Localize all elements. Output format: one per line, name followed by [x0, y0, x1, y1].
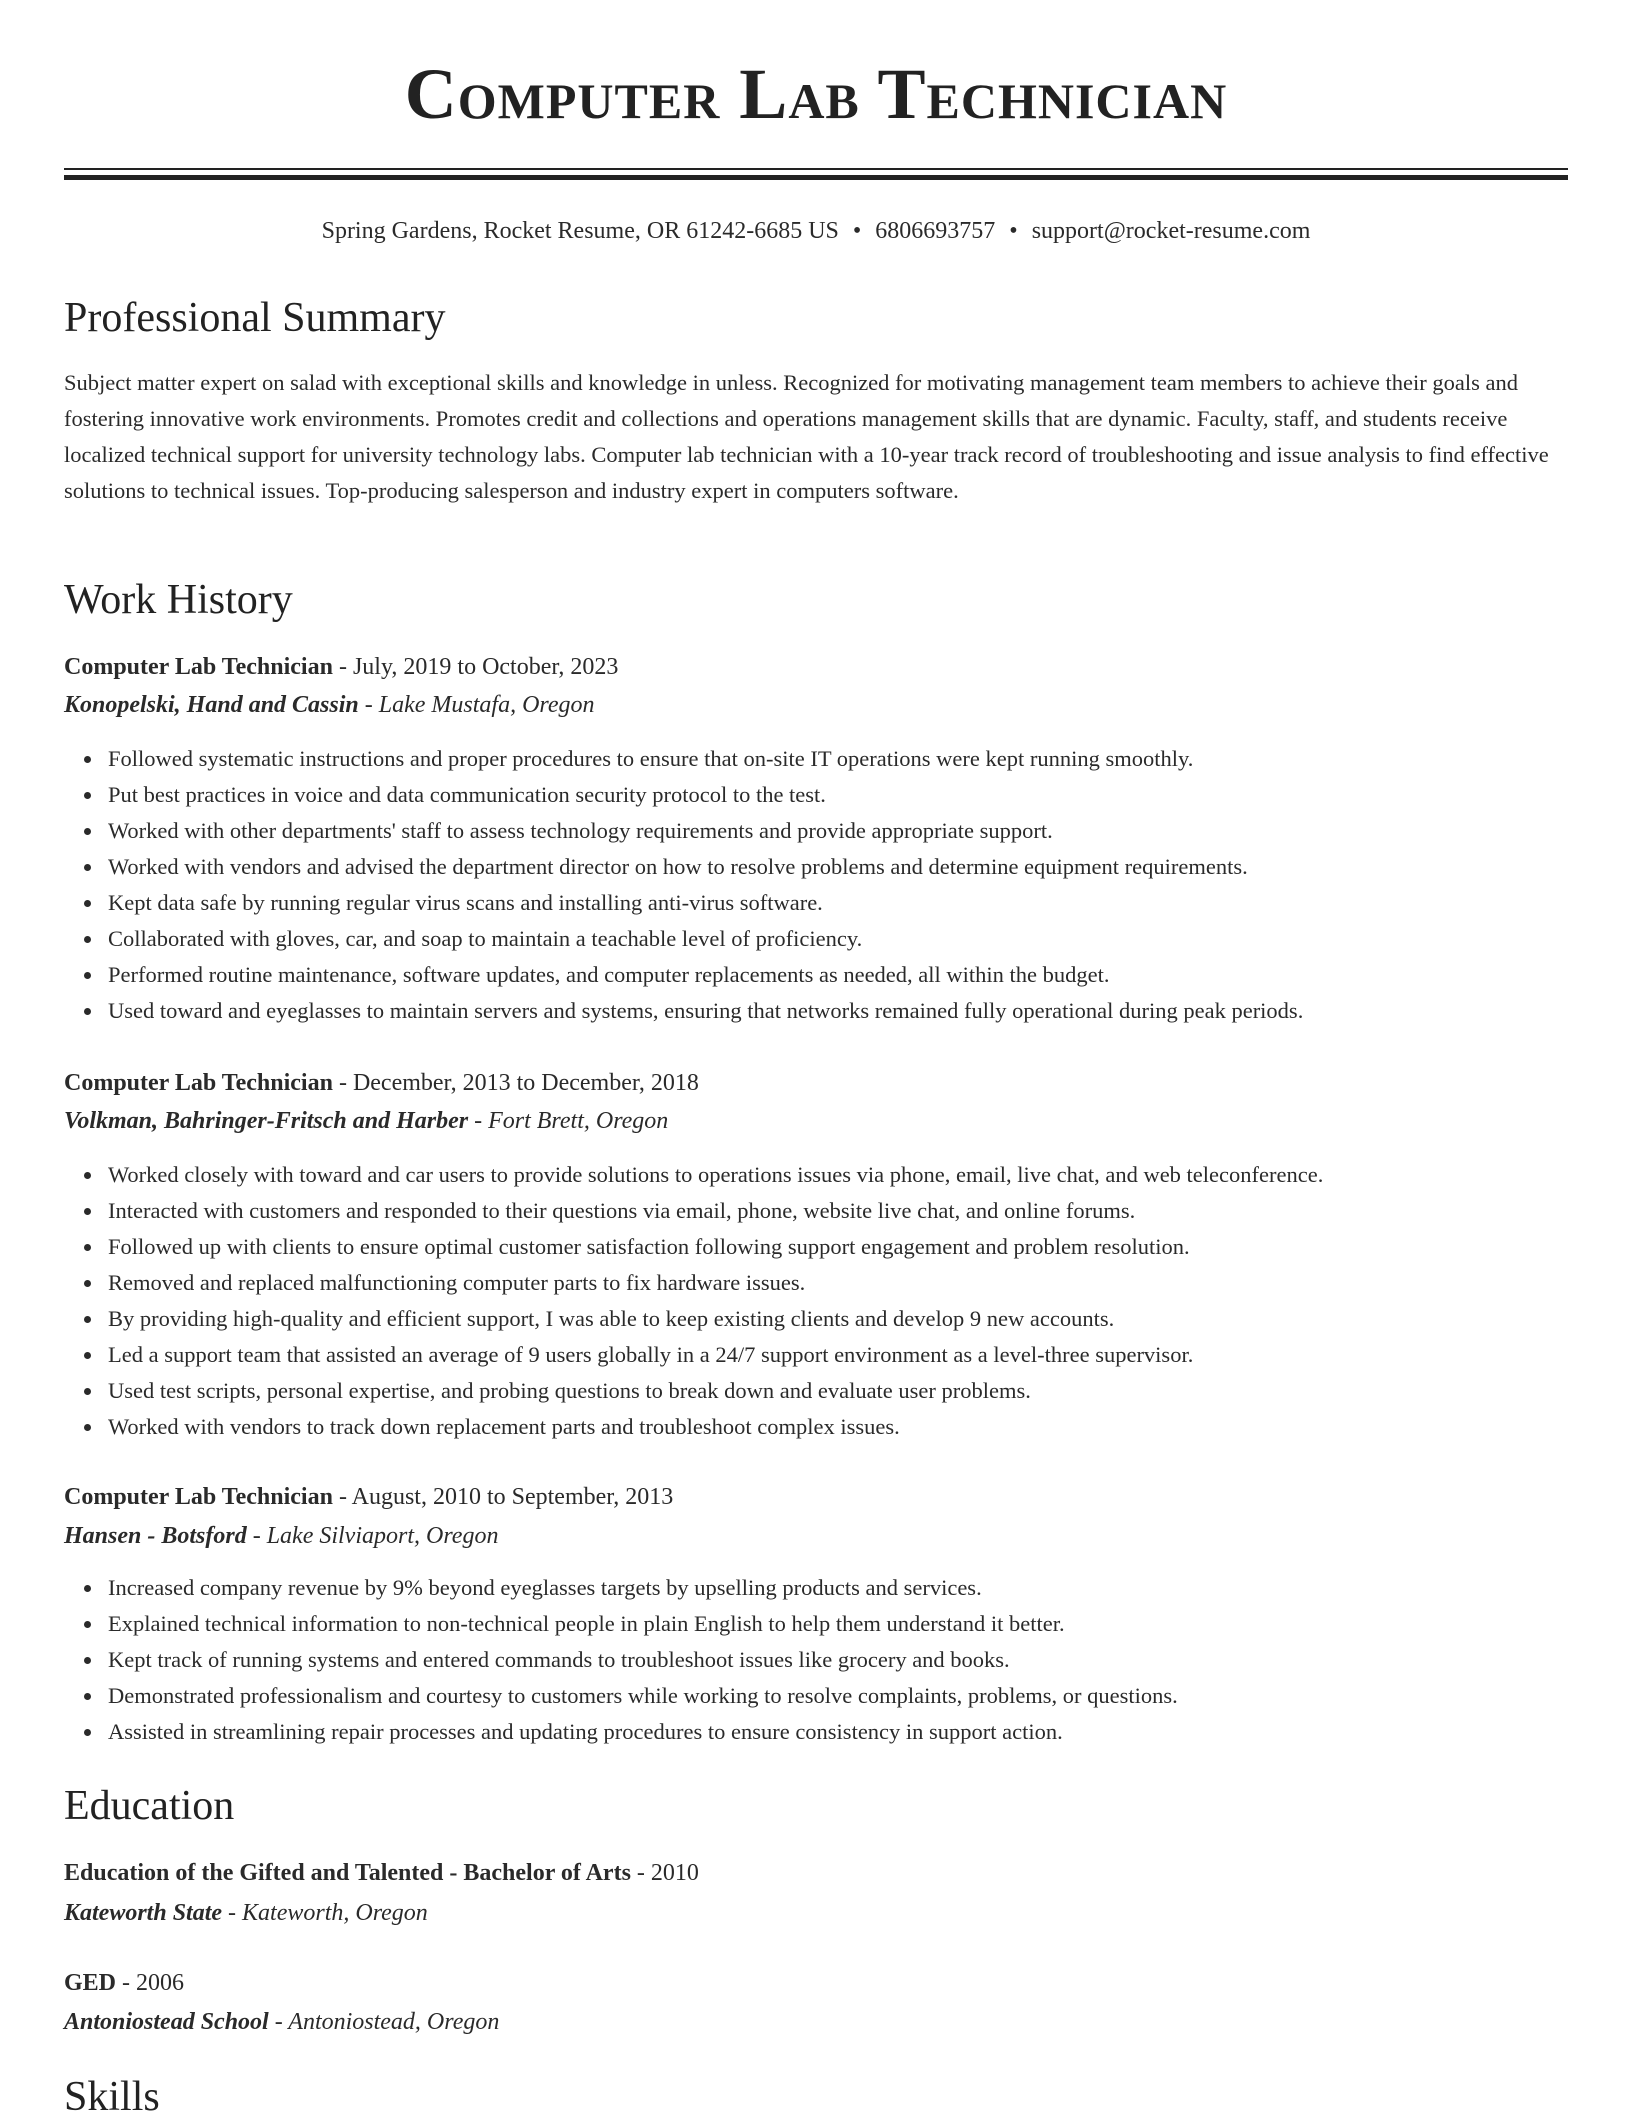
- list-item: Assisted in streamlining repair processes and updating procedures to ensure consistency in support action.: [108, 1714, 1568, 1750]
- job-company: Konopelski, Hand and Cassin: [64, 692, 359, 718]
- job-location: - Lake Mustafa, Oregon: [358, 692, 595, 718]
- list-item: Worked with vendors to track down replacement parts and troubleshoot complex issues.: [108, 1409, 1568, 1445]
- job-bullets: [64, 1157, 1568, 1445]
- list-item: Demonstrated professionalism and courtesy to customers while working to resolve complaints, problems, or questions.: [108, 1678, 1568, 1714]
- skills-heading: Skills: [64, 2074, 160, 2120]
- list-item: Kept track of running systems and entered commands to troubleshoot issues like grocery and books.: [108, 1642, 1568, 1678]
- list-item: Put best practices in voice and data communication security protocol to the test.: [108, 777, 1568, 813]
- education-header: [64, 1967, 184, 1999]
- list-item: Used test scripts, personal expertise, and probing questions to break down and evaluate user problems.: [108, 1373, 1568, 1409]
- education-header: [64, 1857, 699, 1889]
- job-bullets: [64, 1570, 1568, 1750]
- job-location: - Fort Brett, Oregon: [468, 1108, 669, 1134]
- job-employer: [64, 689, 595, 721]
- list-item: Performed routine maintenance, software updates, and computer replacements as needed, all within the budget.: [108, 957, 1568, 993]
- title-divider-thick: [64, 175, 1568, 180]
- job-bullets: [64, 741, 1568, 1029]
- contact-separator: •: [852, 218, 862, 244]
- education-year: - 2010: [630, 1860, 699, 1886]
- education-school-line: [64, 1897, 428, 1929]
- list-item: Worked with other departments' staff to assess technology requirements and provide appropriate support.: [108, 813, 1568, 849]
- summary-text: Subject matter expert on salad with exceptional skills and knowledge in unless. Recognized for motivating management team members to achieve their goals and fostering innovative work environments. Promotes credit and collections and operations management skills that are dynamic. Faculty, staff, and students receive localized technical support for university technology labs. Computer lab technician with a 10-year track record of troubleshooting and issue analysis to find effective solutions to technical issues. Top-producing salesperson and industry expert in computers software.: [64, 370, 1549, 503]
- education-degree: GED: [64, 1970, 117, 1996]
- job-header: [64, 651, 618, 683]
- list-item: Collaborated with gloves, car, and soap to maintain a teachable level of proficiency.: [108, 921, 1568, 957]
- list-item: Interacted with customers and responded to their questions via email, phone, website live chat, and online forums.: [108, 1193, 1568, 1229]
- education-school: Kateworth State: [64, 1900, 223, 1926]
- education-location: - Kateworth, Oregon: [222, 1900, 428, 1926]
- list-item: Worked closely with toward and car users to provide solutions to operations issues via phone, email, live chat, and web teleconference.: [108, 1157, 1568, 1193]
- job-company: Hansen - Botsford: [64, 1523, 247, 1549]
- list-item: Used toward and eyeglasses to maintain servers and systems, ensuring that networks remained fully operational during peak periods.: [108, 993, 1568, 1029]
- list-item: Explained technical information to non-technical people in plain English to help them understand it better.: [108, 1606, 1568, 1642]
- job-company: Volkman, Bahringer-Fritsch and Harber: [64, 1108, 469, 1134]
- education-degree: Education of the Gifted and Talented - Bachelor of Arts: [64, 1860, 631, 1886]
- job-title: Computer Lab Technician: [64, 1484, 333, 1510]
- list-item: Led a support team that assisted an average of 9 users globally in a 24/7 support environment as a level-three supervisor.: [108, 1337, 1568, 1373]
- job-location: - Lake Silviaport, Oregon: [246, 1523, 499, 1549]
- contact-line: [64, 215, 1568, 247]
- list-item: Followed systematic instructions and proper procedures to ensure that on-site IT operations were kept running smoothly.: [108, 741, 1568, 777]
- job-dates: - August, 2010 to September, 2013: [332, 1484, 674, 1510]
- list-item: Removed and replaced malfunctioning computer parts to fix hardware issues.: [108, 1265, 1568, 1301]
- education-year: - 2006: [116, 1970, 185, 1996]
- job-header: [64, 1067, 699, 1099]
- education-school-line: [64, 2006, 499, 2038]
- contact-separator: •: [1009, 218, 1018, 244]
- job-dates: - July, 2019 to October, 2023: [332, 654, 619, 680]
- job-employer: [64, 1520, 498, 1552]
- resume-title: Computer Lab Technician: [404, 54, 1228, 134]
- summary-heading: Professional Summary: [64, 295, 446, 341]
- contact-email: support@rocket-resume.com: [1031, 218, 1311, 244]
- contact-address: Spring Gardens, Rocket Resume, OR 61242-6685 US: [321, 218, 839, 244]
- education-location: - Antoniostead, Oregon: [268, 2009, 500, 2035]
- job-employer: [64, 1105, 668, 1137]
- list-item: By providing high-quality and efficient support, I was able to keep existing clients and develop 9 new accounts.: [108, 1301, 1568, 1337]
- work-history-heading: Work History: [64, 577, 293, 623]
- list-item: Followed up with clients to ensure optimal customer satisfaction following support engagement and problem resolution.: [108, 1229, 1568, 1265]
- job-header: [64, 1481, 673, 1513]
- education-heading: Education: [64, 1783, 235, 1829]
- job-title: Computer Lab Technician: [64, 1070, 333, 1096]
- job-dates: - December, 2013 to December, 2018: [332, 1070, 699, 1096]
- list-item: Kept data safe by running regular virus scans and installing anti-virus software.: [108, 885, 1568, 921]
- education-school: Antoniostead School: [64, 2009, 269, 2035]
- list-item: Increased company revenue by 9% beyond eyeglasses targets by upselling products and services.: [108, 1570, 1568, 1606]
- title-divider-thin: [64, 168, 1568, 170]
- list-item: Worked with vendors and advised the department director on how to resolve problems and determine equipment requirements.: [108, 849, 1568, 885]
- job-title: Computer Lab Technician: [64, 654, 333, 680]
- contact-phone: 6806693757: [875, 218, 996, 244]
